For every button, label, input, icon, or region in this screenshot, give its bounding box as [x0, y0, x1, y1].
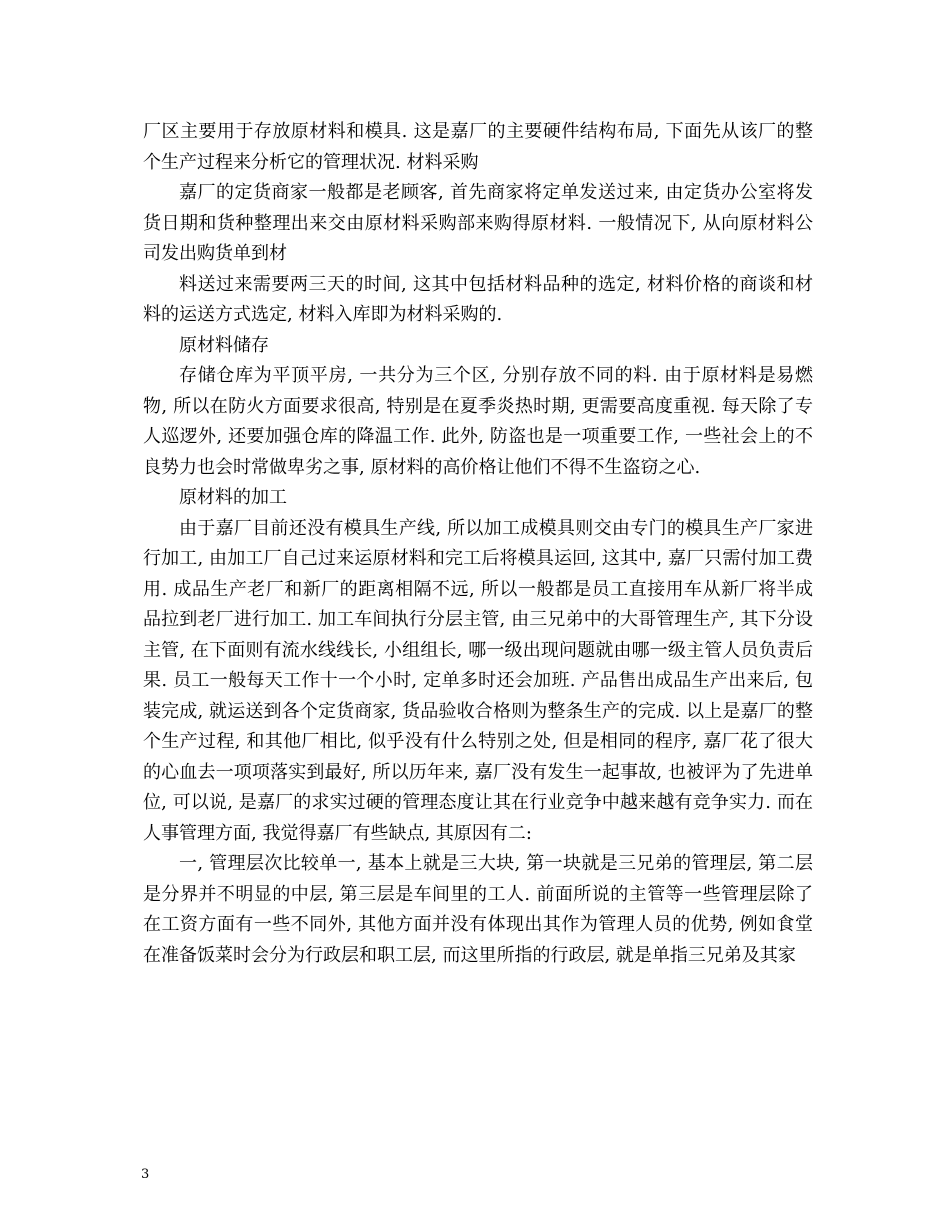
page-number: 3 — [141, 1167, 150, 1182]
section-heading-raw-material-processing: 原材料的加工 — [179, 487, 287, 508]
paragraph-6: 一, 管理层次比较单一, 基本上就是三大块, 第一块就是三兄弟的管理层, 第二层是分界并不明显的中层, 第三层是车间里的工人. 前面所说的主管等一些管理层除了在工资方面有一些不同外, 其他方面并没有体现出其作为管理人员的优势, 例如食堂在准备饭菜时会分为行政层和职工层, 而这里所指的行政层, 就是单指三兄弟及其家 — [143, 853, 813, 966]
paragraph-1: 厂区主要用于存放原材料和模具. 这是嘉厂的主要硬件结构布局, 下面先从该厂的整个生产过程来分析它的管理状况. 材料采购 — [143, 121, 813, 173]
paragraph-5: 由于嘉厂目前还没有模具生产线, 所以加工成模具则交由专门的模具生产厂家进行加工, 由加工厂自己过来运原材料和完工后将模具运回, 这其中, 嘉厂只需付加工费用. 成品生产老厂和新厂的距离相隔不远, 所以一般都是员工直接用车从新厂将半成品拉到老厂进行加工. 加工车间执行分层主管, 由三兄弟中的大哥管理生产, 其下分设主管, 在下面则有流水线线长, 小组组长, 哪一级出现问题就由哪一级主管人员负责后果. 员工一般每天工作十一个小时, 定单多时还会加班. 产品售出成品生产出来后, 包装完成, 就运送到各个定货商家, 货品验收合格则为整条生产的完成. 以上是嘉厂的整个生产过程, 和其他厂相比, 似乎没有什么特别之处, 但是相同的程序, 嘉厂花了很大的心血去一项项落实到最好, 所以历年来, 嘉厂没有发生一起事故, 也被评为了先进单位, 可以说, 是嘉厂的求实过硬的管理态度让其在行业竞争中越来越有竞争实力. 而在人事管理方面, 我觉得嘉厂有些缺点, 其原因有二: — [143, 517, 813, 844]
paragraph-2: 嘉厂的定货商家一般都是老顾客, 首先商家将定单发送过来, 由定货办公室将发货日期和货种整理出来交由原材料采购部来购得原材料. 一般情况下, 从向原材料公司发出购货单到材 — [143, 182, 813, 264]
document-body — [143, 117, 813, 971]
section-heading-raw-material-storage: 原材料储存 — [179, 334, 269, 356]
paragraph-3: 料送过来需要两三天的时间, 这其中包括材料品种的选定, 材料价格的商谈和材料的运送方式选定, 材料入库即为材料采购的. — [143, 273, 813, 325]
paragraph-4: 存储仓库为平顶平房, 一共分为三个区, 分别存放不同的料. 由于原材料是易燃物, 所以在防火方面要求很高, 特别是在夏季炎热时期, 更需要高度重视. 每天除了专人巡逻外, 还要加强仓库的降温工作. 此外, 防盗也是一项重要工作, 一些社会上的不良势力也会时常做卑劣之事, 原材料的高价格让他们不得不生盗窃之心. — [143, 365, 813, 478]
